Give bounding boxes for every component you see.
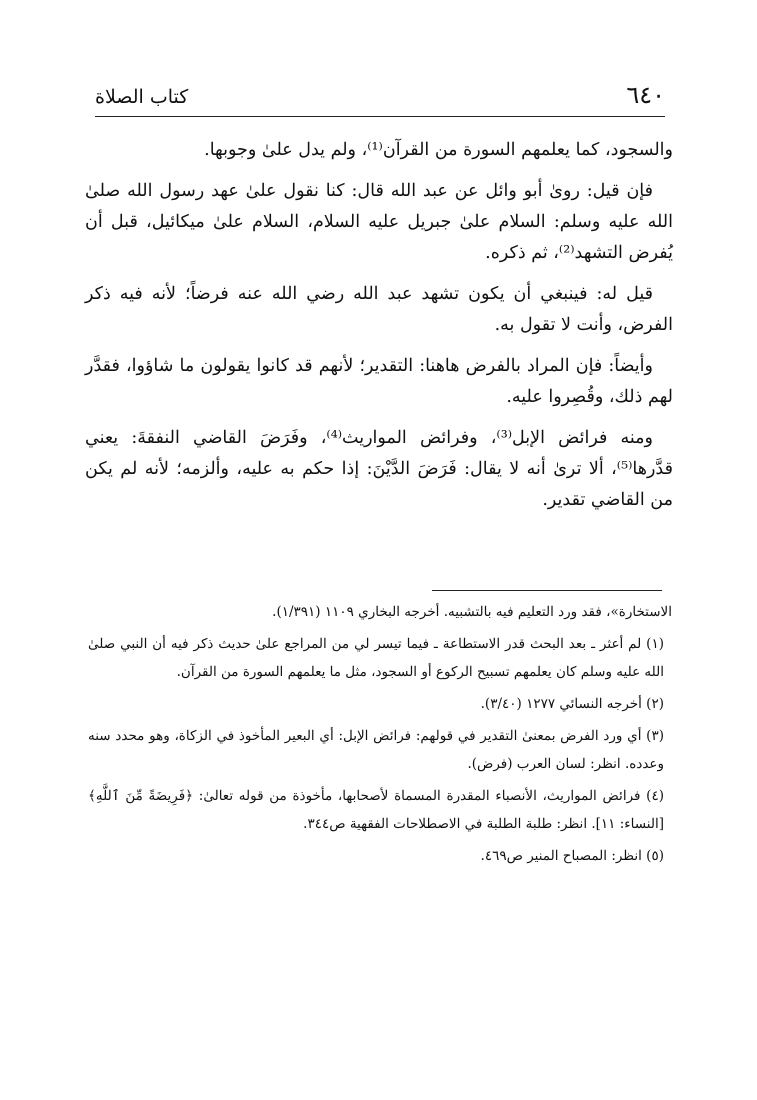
footnote-separator [432, 590, 662, 591]
paragraph: وأيضاً: فإن المراد بالفرض هاهنا: التقدير؛ لأنهم قد كانوا يقولون ما شاؤوا، فقدَّر لهم ذلك، وقُصِروا عليه. [85, 356, 673, 407]
footnote: (٢) أخرجه النسائي ١٢٧٧ (٣/٤٠). [480, 696, 664, 712]
footnote: (٤) فرائض المواريث، الأنصباء المقدرة المسماة لأصحابها، مأخوذة من قوله تعالىٰ: ﴿فَرِيضَةً مِّنَ ٱللَّهِ﴾ [النساء: ١١]. انظر: طلبة الطلبة في الاصطلاحات الفقهية ص٣٤٤. [88, 788, 664, 832]
footnote: (١) لم أعثر ـ بعد البحث قدر الاستطاعة ـ فيما تيسر لي من المراجع علىٰ حديث ذكر فيه أن النبي صلىٰ الله عليه وسلم كان يعلمهم تسبيح الركوع أو السجود، مثل ما يعلمهم السورة من القرآن. [88, 636, 664, 680]
paragraph: والسجود، كما يعلمهم السورة من القرآن⁽¹⁾، ولم يدل علىٰ وجوبها. [204, 140, 673, 160]
main-text [85, 135, 673, 526]
footnotes [88, 598, 672, 874]
page-header [95, 80, 665, 117]
footnote: (٥) انظر: المصباح المنير ص٤٦٩. [480, 848, 664, 864]
footnote: (٣) أي ورد الفرض بمعنىٰ التقدير في قولهم: فرائض الإبل: أي البعير المأخوذ في الزكاة، وهو محدد سنه وعدده. انظر: لسان العرب (فرض). [88, 728, 664, 772]
page-number: ٦٤٠ [626, 81, 665, 109]
paragraph: ومنه فرائض الإبل⁽³⁾، وفرائض المواريث⁽⁴⁾، وفَرَضَ القاضي النفقةَ: يعني قدَّرها⁽⁵⁾، ألا ترىٰ أنه لا يقال: فَرَضَ الدَّيْنَ: إذا حكم به عليه، وألزمه؛ لأنه لم يكن من القاضي تقدير. [85, 428, 673, 510]
paragraph: فإن قيل: روىٰ أبو وائل عن عبد الله قال: كنا نقول علىٰ عهد رسول الله صلىٰ الله عليه وسلم: السلام علىٰ جبريل عليه السلام، السلام علىٰ ميكائيل، قبل أن يُفرض التشهد⁽²⁾، ثم ذكره. [85, 181, 673, 263]
running-title: كتاب الصلاة [95, 86, 189, 108]
paragraph: قيل له: فينبغي أن يكون تشهد عبد الله رضي الله عنه فرضاً؛ لأنه فيه ذكر الفرض، وأنت لا تقول به. [85, 284, 673, 335]
footnote-continuation: الاستخارة»، فقد ورد التعليم فيه بالتشبيه. أخرجه البخاري ١١٠٩ (١/٣٩١). [272, 604, 672, 620]
